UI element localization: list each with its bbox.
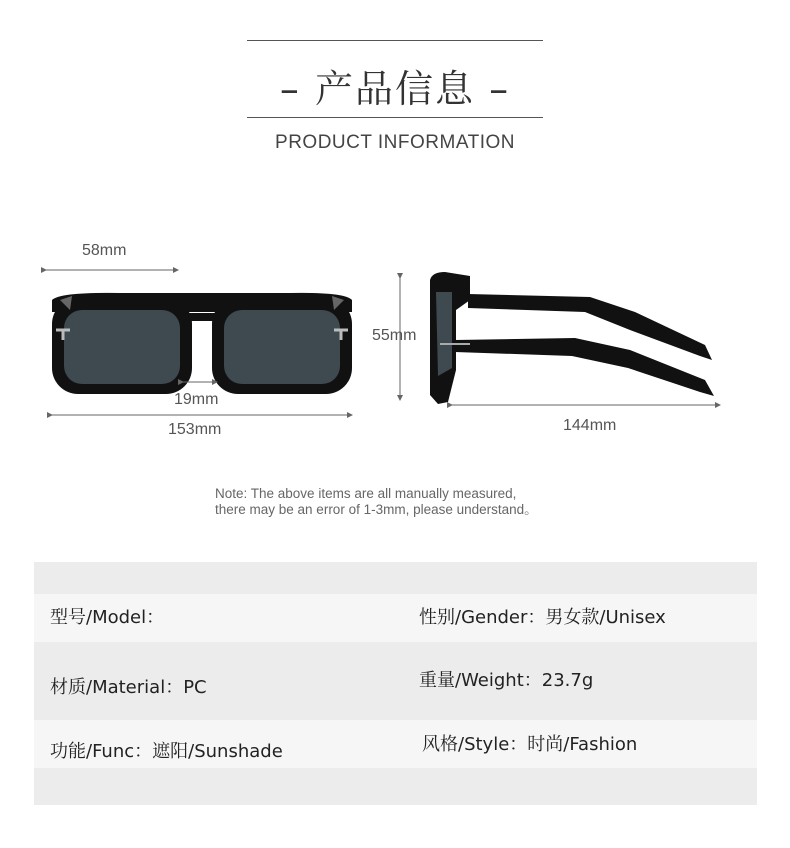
frame-width-label: 153mm (168, 421, 222, 438)
side-view-glasses (430, 272, 714, 404)
measurement-note (215, 486, 538, 518)
bridge-width-label: 19mm (174, 391, 219, 408)
page-title: – 产品信息 – (279, 67, 511, 111)
spec-weight: 重量/Weight：23.7g (419, 670, 594, 691)
temple-length-label: 144mm (563, 417, 617, 434)
lens-height-label: 55mm (372, 327, 417, 344)
spec-material: 材质/Material：PC (50, 677, 207, 698)
note-line-1: Note: The above items are all manually measured, (215, 486, 517, 501)
note-line-2: there may be an error of 1-3mm, please understand。 (215, 502, 538, 517)
front-view-glasses (52, 293, 352, 394)
spec-style: 风格/Style：时尚/Fashion (422, 734, 638, 755)
spec-func: 功能/Func：遮阳/Sunshade (50, 741, 283, 762)
lens-width-label: 58mm (82, 242, 127, 259)
spec-model: 型号/Model： (50, 607, 165, 628)
page-subtitle: PRODUCT INFORMATION (275, 132, 515, 153)
spec-table (34, 562, 757, 805)
spec-gender: 性别/Gender：男女款/Unisex (419, 607, 666, 628)
